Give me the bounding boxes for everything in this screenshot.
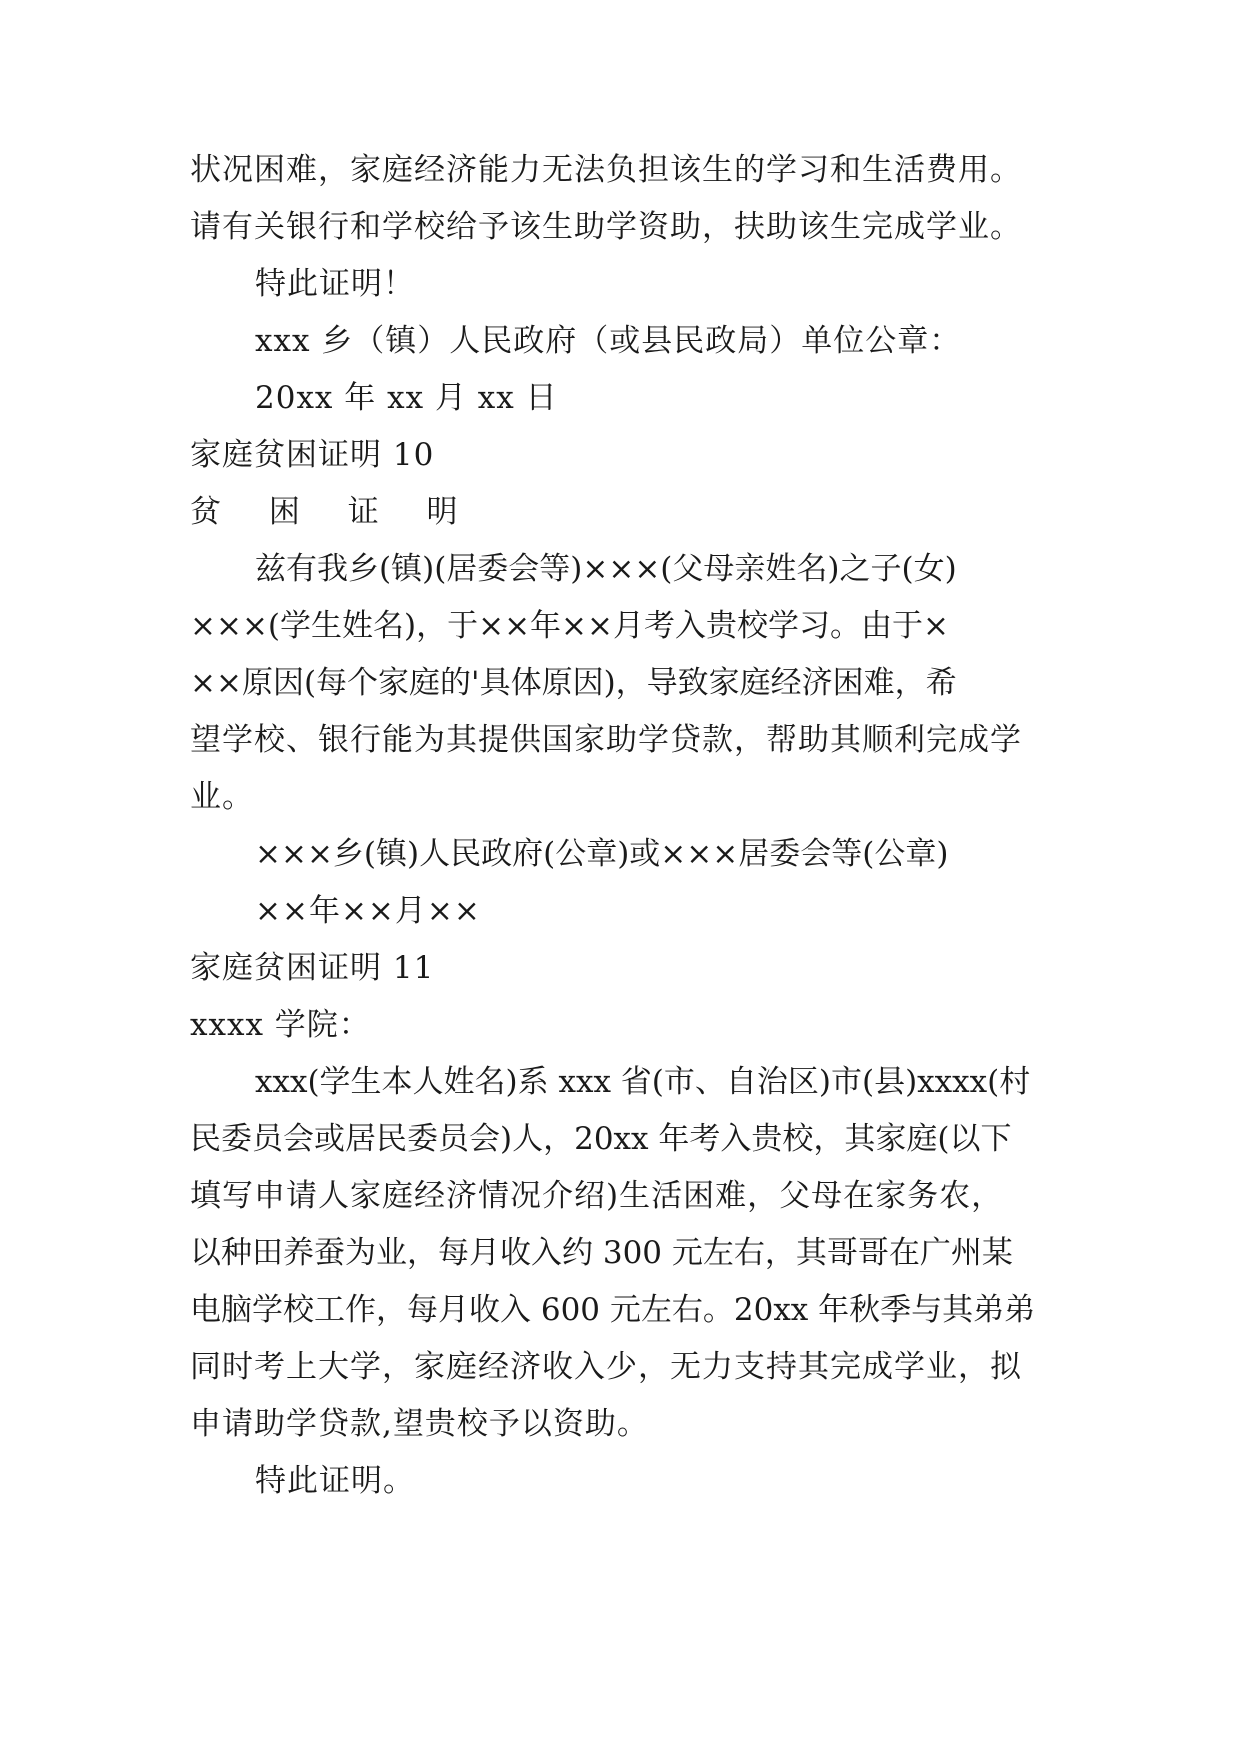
paragraph-line: ×××(学生姓名)，于××年××月考入贵校学习。由于× (190, 608, 949, 644)
paragraph-line: 同时考上大学，家庭经济收入少，无力支持其完成学业，拟 (190, 1349, 1022, 1385)
paragraph-line: 填写申请人家庭经济情况介绍)生活困难，父母在家务农， (190, 1178, 1004, 1214)
official-seal-line: xxx 乡（镇）人民政府（或县民政局）单位公章： (255, 323, 962, 359)
paragraph-line: 以种田养蚕为业，每月收入约 300 元左右，其哥哥在广州某 (190, 1235, 1013, 1271)
section-heading: 家庭贫困证明 11 (190, 950, 435, 986)
date-line: ××年××月×× (255, 893, 481, 929)
paragraph-line: 兹有我乡(镇)(居委会等)×××(父母亲姓名)之子(女) (255, 551, 957, 587)
certification-statement: 特此证明！ (255, 266, 415, 302)
paragraph-line: 电脑学校工作，每月收入 600 元左右。20xx 年秋季与其弟弟 (190, 1292, 1036, 1328)
paragraph-line: 望学校、银行能为其提供国家助学贷款，帮助其顺利完成学 (190, 722, 1022, 758)
certification-statement: 特此证明。 (255, 1463, 415, 1499)
paragraph-line: 请有关银行和学校给予该生助学资助，扶助该生完成学业。 (190, 209, 1022, 245)
paragraph-line: 民委员会或居民委员会)人，20xx 年考入贵校，其家庭(以下 (190, 1121, 1012, 1157)
official-seal-line: ×××乡(镇)人民政府(公章)或×××居委会等(公章) (255, 836, 949, 872)
paragraph-line: 申请助学贷款,望贵校予以资助。 (190, 1406, 649, 1442)
salutation: xxxx 学院： (190, 1007, 371, 1043)
section-heading: 家庭贫困证明 10 (190, 437, 435, 473)
date-line: 20xx 年 xx 月 xx 日 (255, 380, 558, 416)
paragraph-line: xxx(学生本人姓名)系 xxx 省(市、自治区)市(县)xxxx(村 (255, 1064, 1031, 1100)
certificate-title: 贫 困 证 明 (190, 494, 477, 530)
paragraph-line: 状况困难，家庭经济能力无法负担该生的学习和生活费用。 (190, 152, 1022, 188)
paragraph-line: 业。 (190, 779, 254, 815)
paragraph-line: ××原因(每个家庭的'具体原因)，导致家庭经济困难，希 (190, 665, 957, 701)
